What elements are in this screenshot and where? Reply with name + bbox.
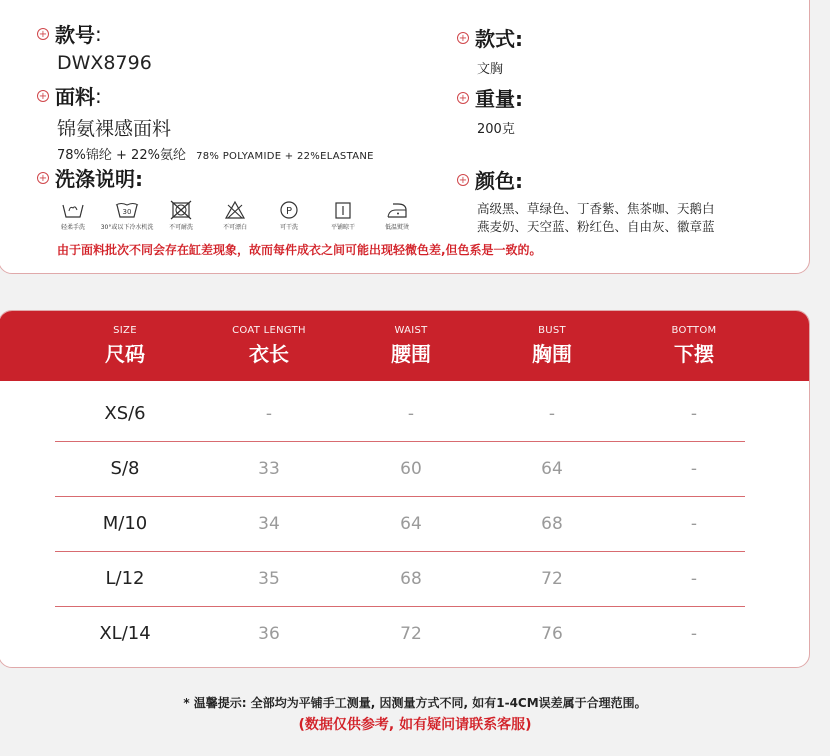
svg-text:30: 30 [122,208,132,216]
header-cn: 尺码 [105,342,145,366]
type-block [457,23,523,77]
style-number-label: 款号 [55,23,95,47]
fabric-composition [57,144,374,163]
size-chart-card [0,310,810,668]
bust-cell: 64 [541,459,563,479]
size-cell: XL/14 [99,623,151,644]
header-cn: 衣长 [249,342,289,366]
plus-circle-icon: + [38,90,48,102]
flat-dry-icon [330,200,356,220]
fabric-block [37,81,374,163]
care-flat-dry [321,200,365,231]
header-cn: 腰围 [391,342,431,366]
coat-length-cell: - [265,404,273,424]
bottom-cell: - [690,569,698,589]
coat-length-cell: 36 [258,624,280,644]
style-number-block [37,19,152,74]
product-info-card [0,0,810,274]
header-bust [482,311,622,367]
plus-circle-icon: + [38,28,48,40]
care-label: 30°或以下冷水机洗 [100,224,154,231]
color-difference-notice: 由于面料批次不同会存在缸差现象，故而每件成衣之间可能出现轻微色差,但色系是一致的。 [57,243,542,257]
table-row [55,552,745,607]
size-table-header [0,311,809,381]
header-cn: 胸围 [532,342,572,366]
type-value: 文胸 [477,62,504,77]
header-en: SIZE [113,325,137,336]
bust-cell: 76 [541,624,563,644]
color-line-2: 燕麦奶、天空蓝、粉红色、自由灰、徽章蓝 [477,219,715,234]
size-cell: L/12 [105,568,145,589]
wash-30-icon [114,200,140,220]
care-hand-wash [51,200,95,231]
waist-cell: 68 [400,569,422,589]
table-row [55,497,745,552]
low-iron-icon [384,200,410,220]
care-no-tumble [159,200,203,231]
header-en: BOTTOM [671,325,717,336]
size-cell: S/8 [110,458,140,479]
svg-text:P: P [285,206,293,217]
header-bottom [624,311,764,367]
care-label: 低温熨烫 [384,224,409,231]
table-row [55,607,745,661]
reference-note: (数据仅供参考, 如有疑问请联系客服) [298,717,532,733]
bust-cell: 72 [541,569,563,589]
header-waist [341,311,481,367]
weight-value: 200克 [477,122,515,137]
table-row [55,442,745,497]
bottom-cell: - [690,514,698,534]
waist-cell: 60 [400,459,422,479]
weight-block [457,83,523,137]
bottom-cell: - [690,459,698,479]
coat-length-cell: 35 [258,569,280,589]
fabric-value: 锦氨裸感面料 [57,118,172,140]
header-en: WAIST [394,325,428,336]
fabric-label: 面料 [55,85,95,109]
hand-wash-icon [60,200,86,220]
bust-cell: - [548,404,556,424]
size-cell: M/10 [102,513,148,534]
plus-circle-icon: + [458,174,468,186]
care-wash-30 [100,200,154,231]
plus-circle-icon: + [458,32,468,44]
table-row [55,387,745,442]
measurement-tip: * 温馨提示: 全部均为平铺手工测量, 因测量方式不同, 如有1-4CM误差属于合理范围。 [183,696,647,710]
header-coat-length [199,311,339,367]
care-label: 不可耐洗 [168,224,193,231]
color-line-1: 高级黑、草绿色、丁香紫、焦茶咖、天鹅白 [477,201,715,216]
bottom-cell: - [690,404,698,424]
care-label: 平铺晾干 [330,224,355,231]
plus-circle-icon: + [458,92,468,104]
style-number-colon: : [95,21,102,46]
header-en: COAT LENGTH [232,325,306,336]
color-list [477,200,715,236]
weight-label: 重量: [475,87,523,111]
care-icons-row [51,200,419,231]
color-block [457,165,715,236]
care-dry-clean [267,200,311,231]
care-label: 可干洗 [279,224,298,231]
header-en: BUST [538,325,566,336]
wash-block [37,163,419,231]
waist-cell: 64 [400,514,422,534]
waist-cell: - [407,404,415,424]
wash-label: 洗涤说明: [55,167,143,191]
size-cell: XS/6 [104,403,146,424]
bust-cell: 68 [541,514,563,534]
coat-length-cell: 34 [258,514,280,534]
fabric-colon: : [95,83,102,108]
care-low-iron [375,200,419,231]
no-bleach-icon [222,200,248,220]
plus-circle-icon: + [38,172,48,184]
coat-length-cell: 33 [258,459,280,479]
no-tumble-dry-icon [168,200,194,220]
color-label: 颜色: [475,169,523,193]
waist-cell: 72 [400,624,422,644]
header-cn: 下摆 [674,342,714,366]
bottom-cell: - [690,624,698,644]
type-label: 款式: [475,27,523,51]
header-size [55,311,195,367]
care-label: 轻柔手洗 [60,224,85,231]
care-label: 不可漂白 [222,224,247,231]
composition-cn: 78%锦纶 + 22%氨纶 [57,148,186,163]
dry-clean-icon [276,200,302,220]
composition-en: 78% POLYAMIDE + 22%ELASTANE [196,151,374,162]
care-no-bleach [213,200,257,231]
style-number-value: DWX8796 [57,52,152,74]
